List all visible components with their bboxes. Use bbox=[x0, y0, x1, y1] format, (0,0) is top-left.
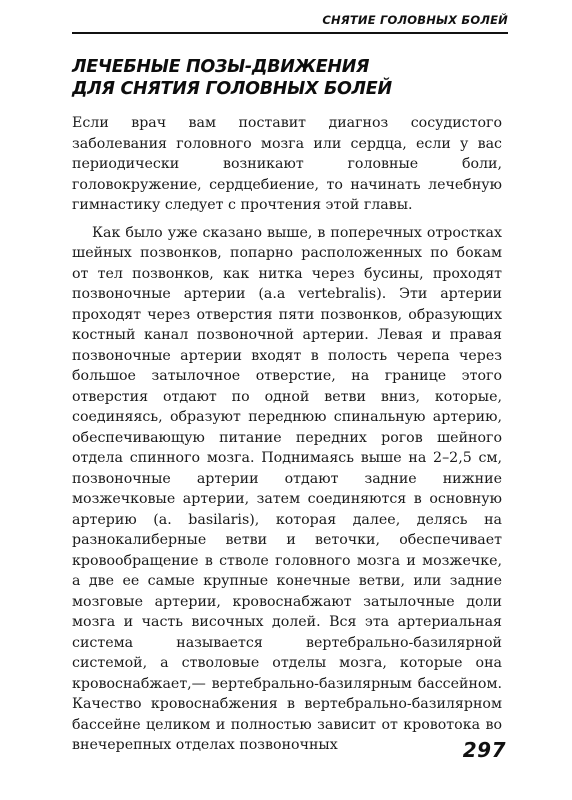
chapter-title-line-1: ЛЕЧЕБНЫЕ ПОЗЫ-ДВИЖЕНИЯ bbox=[72, 57, 370, 77]
paragraph-intro: Если врач вам поставит диагноз сосудистого заболевания головного мозга или сердца, если у вас периодически возникают головные боли, головокружение, сердцебиение, то начинать лечебную гимнастику следует с прочтения этой главы. bbox=[72, 115, 502, 213]
chapter-title bbox=[72, 56, 392, 100]
page-number: 297 bbox=[462, 738, 506, 762]
paragraph-main: Как было уже сказано выше, в поперечных отростках шейных позвонков, попарно расположенных по бокам от тел позвонков, как нитка через бусины, проходят позвоночные артерии (a.a vertebralis). Эти артерии проходят через отверстия пяти позвонков, образующих костный канал позвоночной артерии. Левая и правая позвоночные артерии входят в полость черепа через большое затылочное отверстие, на границе этого отверстия отдают по одной ветви вниз, которые, соединяясь, образуют переднюю спинальную артерию, обеспечивающую питание передних рогов шейного отдела спинного мозга. Поднимаясь выше на 2–2,5 см, позвоночные артерии отдают задние нижние мозжечковые артерии, затем соединяются в основную артерию (a. basilaris), которая далее, делясь на разнокалиберные ветви и веточки, обеспечивает кровообращение в стволе головного мозга и мозжечке, а две ее самые крупные конечные ветви, или задние мозговые артерии, кровоснабжают затылочные доли мозга и часть височных долей. Вся эта артериальная система называется вертебрально-базилярной системой, а стволовые отделы мозга, которые она кровоснабжает,— вертебрально-базилярным бассейном. Качество кровоснабжения в вертебрально-базилярном бассейне целиком и полностью зависит от кровотока во внечерепных отделах позвоночных bbox=[72, 224, 502, 753]
running-header: СНЯТИЕ ГОЛОВНЫХ БОЛЕЙ bbox=[322, 13, 508, 27]
chapter-title-line-2: ДЛЯ СНЯТИЯ ГОЛОВНЫХ БОЛЕЙ bbox=[72, 79, 392, 99]
header-rule bbox=[72, 32, 508, 34]
body-text bbox=[72, 113, 502, 756]
